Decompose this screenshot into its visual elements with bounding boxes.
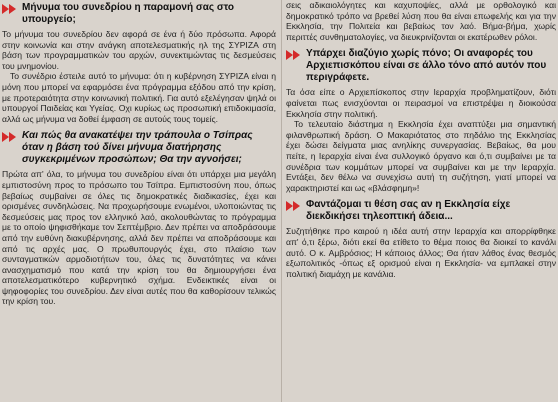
question-heading: [2, 130, 276, 166]
answer-paragraph: Το τελευταίο διάστημα η Εκκλησία έχει αναπτύξει μια σημαντική φιλανθρωπική δράση. Ο Μακαριότατος στο πηδάλιο της Εκκλησίας έχει δώσει δείγματα μιας ανηλίκης συνεργασίας. Βεβαίως, θα μου πείτε, η Ιεραρχία είναι ένα συλλογικό όργανο και ό,τι συμβαίνει με τα συνέδρια των κομμάτων μπορεί να συμβαίνει και με την Ιεραρχία. Εντάξει, δεν θέλω να συνεχίσω αυτή τη συζήτηση, γιατί μπορεί να χαρακτηριστεί και ως «βλάσφημη»!: [286, 119, 556, 193]
column-divider: [281, 0, 282, 402]
question-heading: [286, 199, 556, 223]
question-text: Μήνυμα του συνεδρίου η παραμονή σας στο υπουργείο;: [22, 2, 234, 25]
double-arrow-icon: [286, 48, 306, 60]
question-text: Και πώς θα ανακατέψει την τράπουλα ο Τσίπρας όταν η βάση τού δίνει μήνυμα διατήρησης συγκεκριμένων προσώπων; Θα την αγνοήσει;: [22, 130, 253, 166]
answer-paragraph: Συζητήθηκε προ καιρού η ιδέα αυτή στην Ιεραρχία και απορρίφθηκε απ' ό,τι ξέρω, διότι εκεί θα ετίθετο το θέμα ποιος θα διοικεί το κανάλι αυτό. Ο κ. Αμβρόσιος; Η κάποιος άλλος; Θα ήταν λάθος ένας θεσμός εξωπολιτικός -όπως εξ ορισμού είναι η Εκκλησία- να εμπλακεί στην πολιτική διαμάχη με κανάλια.: [286, 226, 556, 279]
question-heading: [286, 48, 556, 84]
column-right: [286, 0, 556, 402]
column-left: [2, 0, 276, 402]
question-text: Υπάρχει διαζύγιο χωρίς πόνο; Οι αναφορές του Αρχιεπισκόπου είναι σε άλλο τόνο από αυτόν που περιγράφετε.: [306, 48, 547, 84]
answer-paragraph: Τα όσα είπε ο Αρχιεπίσκοπος στην Ιεραρχία προβληματίζουν, διότι φαίνεται πως ενισχύονται οι πειρασμοί να επιστρέψει η διοικούσα Εκκλησία στην πολιτική.: [286, 87, 556, 119]
answer-paragraph: σεις αδικαιολόγητες και καχυποψίες, αλλά με ορθολογικό και δημοκρατικό τρόπο να βρεθεί λύση που θα είναι επωφελής και για την Εκκλησία, την Πολιτεία και βεβαίως τον λαό. Βήμα-βήμα, χωρίς περιττές συνθηματολογίες, να διευκρινίζονται οι εκατέρωθεν ρόλοι.: [286, 0, 556, 42]
question-heading: [2, 2, 276, 26]
question-text: Φαντάζομαι τι θέση σας αν η Εκκλησία είχε διεκδικήσει τηλεοπτική άδεια...: [306, 199, 511, 223]
answer-paragraph: Το συνέδριο έστειλε αυτό το μήνυμα: ότι η κυβέρνηση ΣΥΡΙΖΑ είναι η μόνη που μπορεί να εφαρμόσει ένα πρόγραμμα εξόδου από την κρίση, με προτεραιότητα στην κοινωνική πολιτική. Για αυτό εξελέγησαν ψηλά οι υπουργοί Παιδείας και Υγείας. Οχι κυρίως ως προσωπική επιδοκιμασία, αλλά ως μήνυμα να δοθεί έμφαση σε αυτούς τους τομείς.: [2, 71, 276, 124]
double-arrow-icon: [2, 130, 22, 142]
double-arrow-icon: [286, 199, 306, 211]
answer-paragraph: Πρώτα απ' όλα, το μήνυμα του συνεδρίου είναι ότι υπάρχει μια μεγάλη εμπιστοσύνη προς το πρόσωπο του Τσίπρα. Εμπιστοσύνη που, όπως βεβαίως συμβαίνει σε όλες τις δημοκρατικές διαδικασίες, έχει και ορισμένες συνδηλώσεις. Να προχωρήσουμε ενωμένοι, υλοποιώντας τις δεσμεύσεις μας προς τον ελληνικό λαό, ακολουθώντας το πρόγραμμα με το οποίο ψηφισθήκαμε τον Σεπτέμβριο. Δεν πρέπει να αποδράσουμε από την ευθύνη διακυβέρνησης, αλλά δεν πρέπει να αποδράσουμε και από τις αρχές μας. Ο πρωθυπουργός έχει, στο πλαίσιο των συνταγματικών αρμοδιοτήτων του, όλες τις δυνατότητες να κάνει ανασχηματισμό που κατά την κρίση του θα δημιουργήσει ένα αποτελεσματικότερο κυβερνητικό σχήμα. Ενδεικτικές είναι οι ψηφοφορίες του συνεδρίου. Δεν είναι αυτές που θα καθορίσουν τελικώς την κρίση του.: [2, 169, 276, 307]
answer-paragraph: Το μήνυμα του συνεδρίου δεν αφορά σε ένα ή δύο πρόσωπα. Αφορά στην κοινωνία και στην ανάγκη αποτελεσματικής ηλ της ΣΥΡΙΖΑ στη βάση των προγραμματικών του αρχών, συνεκτιμώντας τις δεσμεύσεις του μνημονίου.: [2, 29, 276, 71]
double-arrow-icon: [2, 2, 22, 14]
